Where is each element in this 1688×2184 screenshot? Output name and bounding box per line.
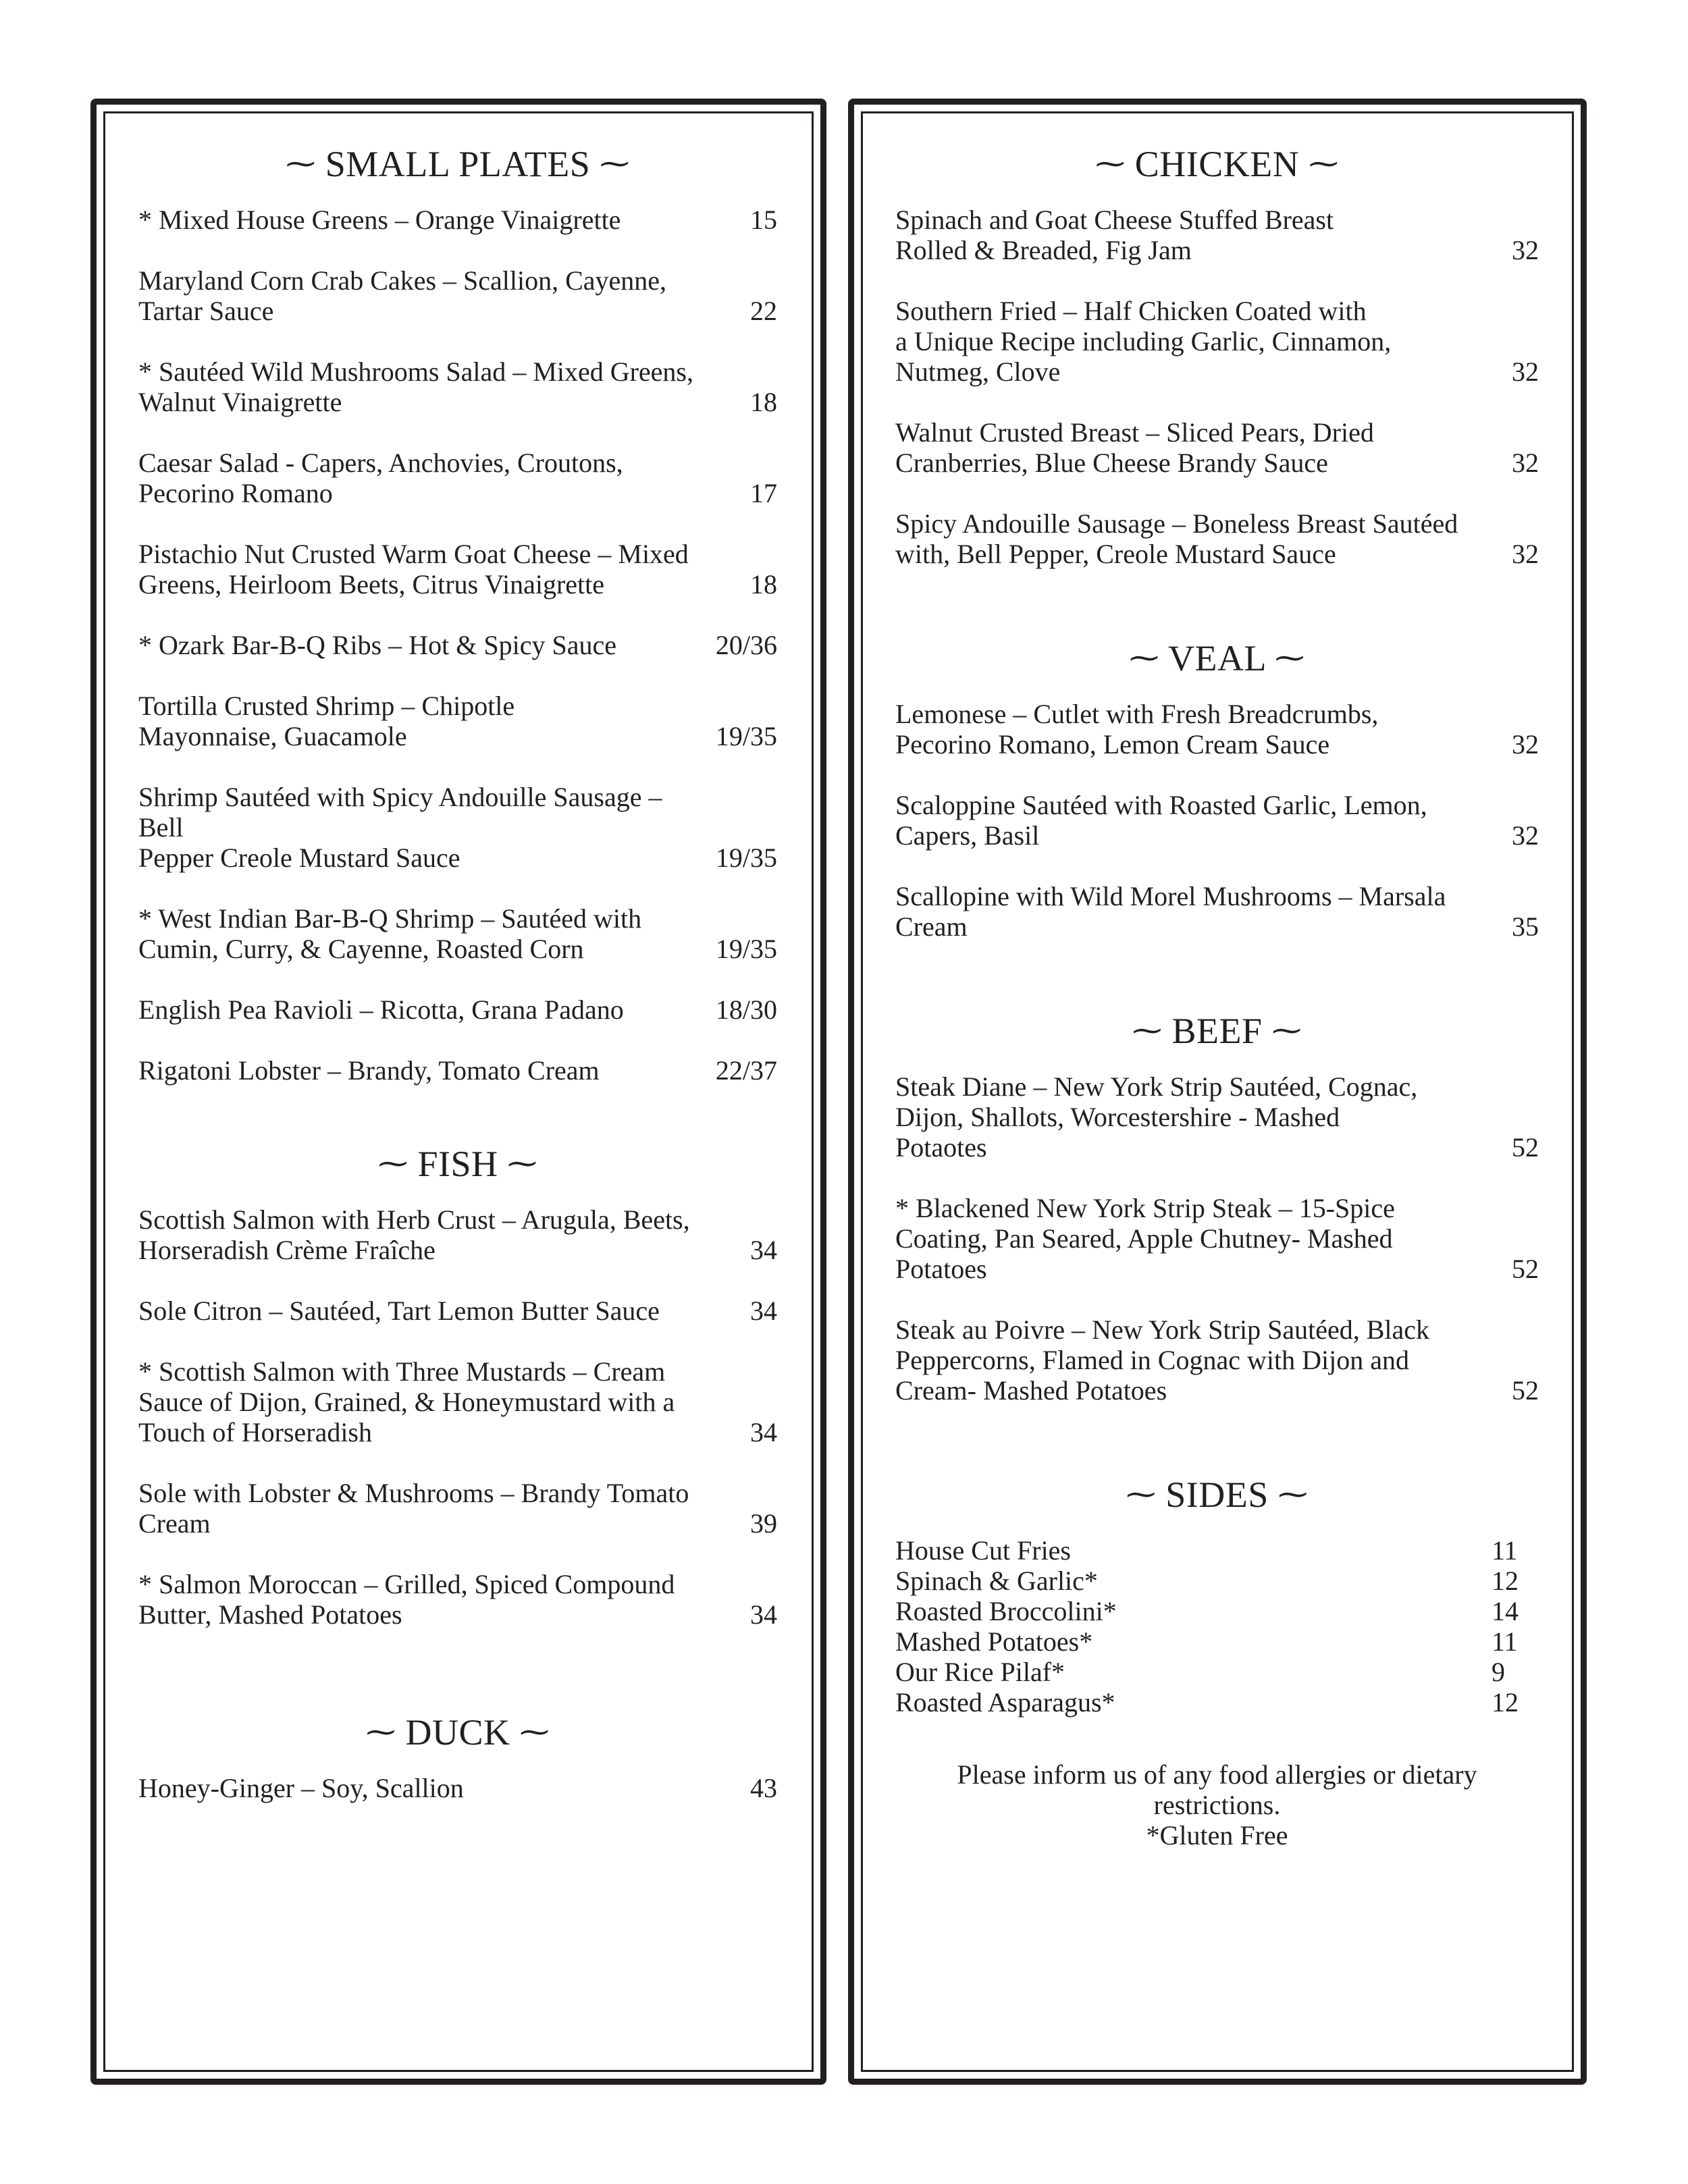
flourish-left-icon: ⁓ [1129,641,1159,674]
menu-item-description: Tortilla Crusted Shrimp – Chipotle Mayonnaise, Guacamole [138,691,515,751]
menu-item-price: 32 [1512,356,1539,387]
menu-item [895,1657,1539,1687]
menu-item-description: Steak Diane – New York Strip Sautéed, Cognac, Dijon, Shallots, Worcestershire - Mashed Potaotes [895,1071,1418,1163]
menu-item-price: 32 [1512,820,1539,851]
menu-item-price: 17 [750,478,777,508]
menu-item [138,1296,777,1326]
menu-item-price: 34 [750,1417,777,1447]
menu-item [895,417,1539,478]
menu-item [138,1478,777,1539]
menu-item-price: 52 [1512,1375,1539,1406]
menu-item-description: Pistachio Nut Crusted Warm Goat Cheese – Mixed Greens, Heirloom Beets, Citrus Vinaigrette [138,539,689,600]
menu-item-price: 34 [750,1599,777,1630]
menu-item-description: Sole with Lobster & Mushrooms – Brandy Tomato Cream [138,1478,689,1539]
flourish-left-icon: ⁓ [377,1147,408,1180]
menu-item-price: 35 [1512,911,1539,942]
section-title-text: VEAL [1168,638,1265,678]
menu-item-price: 22 [750,296,777,326]
menu-list [895,1071,1539,1406]
menu-item [138,630,777,660]
section-veal [895,637,1539,942]
menu-item [138,356,777,417]
menu-item [895,1626,1539,1657]
menu-item [895,1071,1539,1163]
flourish-right-icon: ⁓ [1309,147,1339,180]
menu-item-price: 18 [750,569,777,600]
menu-item-description: Scaloppine Sautéed with Roasted Garlic, Lemon, Capers, Basil [895,790,1427,851]
menu-item-price: 19/35 [715,934,777,964]
menu-item [138,691,777,751]
flourish-right-icon: ⁓ [1271,1014,1302,1047]
menu-item-description: Scallopine with Wild Morel Mushrooms – Marsala Cream [895,881,1446,942]
menu-item [138,1773,777,1803]
menu-item-price: 52 [1512,1254,1539,1284]
menu-item [895,205,1539,265]
menu-item-description: Southern Fried – Half Chicken Coated with a Unique Recipe including Garlic, Cinnamon, Nutmeg, Clove [895,296,1392,387]
flourish-right-icon: ⁓ [1275,641,1305,674]
menu-item-description: Caesar Salad - Capers, Anchovies, Croutons, Pecorino Romano [138,448,623,508]
menu-item [138,1569,777,1630]
menu-item-description: Roasted Broccolini* [895,1596,1117,1626]
menu-item-description: * Salmon Moroccan – Grilled, Spiced Compound Butter, Mashed Potatoes [138,1569,675,1630]
section-title-text: DUCK [405,1712,510,1753]
left-column [138,142,777,1834]
menu-item [138,903,777,964]
section-title-text: CHICKEN [1134,144,1300,184]
section-title [895,1009,1539,1053]
menu-item-description: Spinach & Garlic* [895,1566,1098,1596]
flourish-left-icon: ⁓ [286,147,316,180]
menu-item [895,1596,1539,1626]
menu-item [138,1204,777,1265]
section-sides [895,1473,1539,1717]
menu-list [138,1773,777,1803]
section-title [138,1142,777,1186]
menu-item-description: * West Indian Bar-B-Q Shrimp – Sautéed with Cumin, Curry, & Cayenne, Roasted Corn [138,903,642,964]
menu-item [895,296,1539,387]
menu-item [138,1055,777,1086]
menu-item-price: 14 [1492,1596,1519,1626]
menu-item-description: Honey-Ginger – Soy, Scallion [138,1773,464,1803]
section-title-text: BEEF [1171,1011,1263,1051]
menu-item-description: Walnut Crusted Breast – Sliced Pears, Dried Cranberries, Blue Cheese Brandy Sauce [895,417,1374,478]
section-title [895,142,1539,186]
menu-item-price: 34 [750,1296,777,1326]
menu-item-description: * Scottish Salmon with Three Mustards – Cream Sauce of Dijon, Grained, & Honeymustard with a Touch of Horseradish [138,1356,675,1447]
section-title [895,637,1539,680]
menu-item-price: 32 [1512,729,1539,760]
menu-item [138,448,777,508]
menu-item-price: 34 [750,1235,777,1265]
menu-item-price: 12 [1492,1566,1519,1596]
section-title [138,1711,777,1754]
flourish-left-icon: ⁓ [1095,147,1126,180]
menu-item-description: Mashed Potatoes* [895,1626,1093,1657]
section-duck [138,1711,777,1803]
section-fish [138,1142,777,1630]
menu-item [895,790,1539,851]
menu-item-price: 52 [1512,1132,1539,1163]
menu-item-description: Roasted Asparagus* [895,1687,1115,1717]
menu-item-description: Spinach and Goat Cheese Stuffed Breast Rolled & Breaded, Fig Jam [895,205,1334,265]
menu-list [895,205,1539,569]
menu-list [138,205,777,1086]
section-title-text: SIDES [1165,1474,1269,1515]
menu-item-description: Scottish Salmon with Herb Crust – Arugula, Beets, Horseradish Crème Fraîche [138,1204,690,1265]
menu-item [895,1566,1539,1596]
menu-item-description: * Mixed House Greens – Orange Vinaigrette [138,205,621,235]
menu-item-description: House Cut Fries [895,1535,1071,1566]
menu-list [138,1204,777,1630]
menu-item-price: 11 [1492,1626,1518,1657]
menu-panel-left [90,99,826,2085]
menu-item-description: Maryland Corn Crab Cakes – Scallion, Cayenne, Tartar Sauce [138,265,667,326]
menu-item [895,881,1539,942]
menu-item-price: 32 [1512,448,1539,478]
menu-item-price: 32 [1512,539,1539,569]
menu-list [895,699,1539,942]
flourish-right-icon: ⁓ [519,1715,550,1749]
flourish-left-icon: ⁓ [1126,1478,1157,1511]
menu-item [138,782,777,873]
menu-item-price: 20/36 [715,630,777,660]
section-beef [895,1009,1539,1406]
menu-item-price: 11 [1492,1535,1518,1566]
menu-item-price: 32 [1512,235,1539,265]
menu-item [895,1193,1539,1284]
menu-item-description: * Ozark Bar-B-Q Ribs – Hot & Spicy Sauce [138,630,616,660]
flourish-right-icon: ⁓ [600,147,630,180]
menu-item-price: 15 [750,205,777,235]
menu-item-price: 19/35 [715,843,777,873]
menu-item-description: English Pea Ravioli – Ricotta, Grana Padano [138,994,624,1025]
section-title-text: SMALL PLATES [325,144,591,184]
menu-item [138,205,777,235]
menu-list [895,1535,1539,1717]
menu-item [138,1356,777,1447]
flourish-right-icon: ⁓ [1277,1478,1309,1511]
menu-item-description: Lemonese – Cutlet with Fresh Breadcrumbs, Pecorino Romano, Lemon Cream Sauce [895,699,1379,760]
section-small-plates [138,142,777,1086]
menu-item-description: Spicy Andouille Sausage – Boneless Breast Sautéed with, Bell Pepper, Creole Mustard Sauce [895,508,1458,569]
section-title [138,142,777,186]
menu-item-price: 22/37 [715,1055,777,1086]
section-chicken [895,142,1539,569]
menu-item-price: 9 [1492,1657,1505,1687]
menu-item-price: 39 [750,1508,777,1539]
menu-item [138,265,777,326]
menu-item-description: Sole Citron – Sautéed, Tart Lemon Butter Sauce [138,1296,660,1326]
menu-item-description: Rigatoni Lobster – Brandy, Tomato Cream [138,1055,600,1086]
menu-panel-right [848,99,1587,2085]
menu-item-price: 19/35 [715,721,777,751]
menu-item-description: * Sautéed Wild Mushrooms Salad – Mixed Greens, Walnut Vinaigrette [138,356,693,417]
section-title-text: FISH [417,1144,498,1184]
menu-item [895,1687,1539,1717]
menu-item [138,994,777,1025]
flourish-right-icon: ⁓ [507,1147,538,1180]
menu-item-description: Steak au Poivre – New York Strip Sautéed, Black Peppercorns, Flamed in Cognac with Dijon and Cream- Mashed Potatoes [895,1314,1430,1406]
menu-item [895,1314,1539,1406]
menu-item-price: 18 [750,387,777,417]
allergy-notice: Please inform us of any food allergies or dietary restrictions. *Gluten Free [957,1759,1477,1850]
right-column [895,142,1539,1850]
flourish-left-icon: ⁓ [1132,1014,1163,1047]
menu-item-price: 12 [1492,1687,1519,1717]
flourish-left-icon: ⁓ [365,1715,396,1749]
menu-item-description: Shrimp Sautéed with Spicy Andouille Sausage – Bell Pepper Creole Mustard Sauce [138,782,662,873]
menu-item-description: * Blackened New York Strip Steak – 15-Spice Coating, Pan Seared, Apple Chutney- Mashed Potatoes [895,1193,1395,1284]
menu-item [895,1535,1539,1566]
menu-item [138,539,777,600]
menu-item-description: Our Rice Pilaf* [895,1657,1065,1687]
menu-item-price: 18/30 [715,994,777,1025]
menu-item [895,699,1539,760]
section-title [895,1473,1539,1516]
menu-item [895,508,1539,569]
menu-item-price: 43 [750,1773,777,1803]
